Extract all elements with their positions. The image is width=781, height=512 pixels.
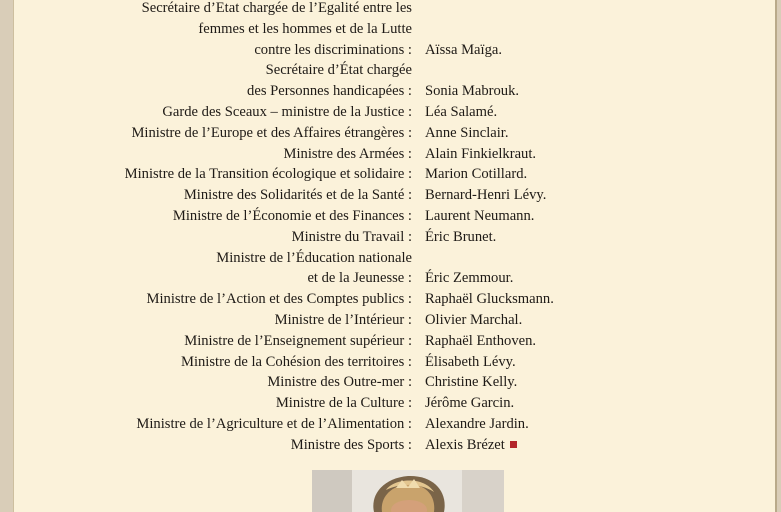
minister-title: Ministre des Sports : bbox=[290, 436, 412, 453]
minister-name bbox=[425, 310, 522, 331]
minister-name-text: Élisabeth Lévy. bbox=[425, 353, 516, 370]
minister-name bbox=[425, 185, 546, 206]
minister-title: Ministre de l’Agriculture et de l’Alimentation : bbox=[136, 416, 412, 432]
minister-title: Garde des Sceaux – ministre de la Justice : bbox=[162, 104, 412, 120]
minister-name-text: Léa Salamé. bbox=[425, 104, 498, 120]
minister-name-text: Marion Cotillard. bbox=[425, 166, 528, 183]
minister-name-text: Aïssa Maïga. bbox=[425, 41, 503, 58]
minister-title: Ministre de la Culture : bbox=[275, 395, 412, 412]
minister-name bbox=[425, 40, 502, 61]
entry-line bbox=[14, 414, 775, 435]
article-page bbox=[13, 0, 777, 512]
minister-name bbox=[425, 164, 527, 185]
minister-title: Ministre de l’Intérieur : bbox=[274, 312, 412, 328]
entry-line bbox=[14, 102, 775, 123]
minister-name-text: Raphaël Glucksmann. bbox=[425, 291, 554, 308]
end-mark-icon bbox=[510, 441, 517, 448]
entry-line bbox=[14, 123, 775, 144]
entry-line bbox=[14, 352, 775, 373]
entry-line bbox=[14, 19, 775, 40]
minister-name bbox=[425, 352, 516, 373]
minister-name bbox=[425, 414, 529, 435]
minister-name-text: Anne Sinclair. bbox=[425, 124, 509, 141]
minister-name bbox=[425, 289, 554, 310]
minister-name bbox=[425, 206, 534, 227]
minister-name-text: Jérôme Garcin. bbox=[425, 395, 515, 412]
minister-title: Ministre de la Cohésion des territoires : bbox=[180, 353, 412, 370]
entry-line bbox=[14, 185, 775, 206]
entry-line bbox=[14, 331, 775, 352]
minister-name-text: Laurent Neumann. bbox=[425, 208, 535, 224]
entry-line bbox=[14, 372, 775, 393]
entry-line bbox=[14, 40, 775, 61]
minister-name-text: Raphaël Enthoven. bbox=[425, 332, 537, 349]
entry-line bbox=[14, 206, 775, 227]
entry-line bbox=[14, 60, 775, 81]
minister-title: femmes et les hommes et de la Lutte bbox=[198, 20, 412, 37]
minister-name bbox=[425, 393, 514, 414]
minister-name-text: Sonia Mabrouk. bbox=[425, 83, 520, 100]
minister-title: Ministre de l’Économie et des Finances : bbox=[172, 208, 412, 224]
minister-name-text: Christine Kelly. bbox=[425, 374, 518, 391]
minister-title: Ministre de l’Europe et des Affaires étrangères : bbox=[131, 124, 412, 141]
minister-name bbox=[425, 81, 519, 102]
portrait-photo-graphic bbox=[312, 470, 504, 512]
minister-name bbox=[425, 268, 513, 289]
minister-name-text: Alexis Brézet bbox=[425, 436, 505, 453]
minister-name bbox=[425, 372, 517, 393]
minister-name bbox=[425, 102, 497, 123]
entry-line bbox=[14, 289, 775, 310]
entry-line bbox=[14, 310, 775, 331]
minister-title: Ministre des Solidarités et de la Santé : bbox=[183, 187, 412, 204]
entry-line bbox=[14, 435, 775, 456]
minister-name-text: Bernard-Henri Lévy. bbox=[425, 187, 547, 204]
entry-line bbox=[14, 248, 775, 269]
minister-title: Ministre de la Transition écologique et solidaire : bbox=[124, 166, 412, 183]
minister-title: Ministre de l’Enseignement supérieur : bbox=[184, 332, 412, 349]
minister-title: Ministre de l’Éducation nationale bbox=[216, 249, 412, 266]
entry-line bbox=[14, 227, 775, 248]
minister-title: Secrétaire d’État chargée bbox=[265, 62, 412, 79]
entry-line bbox=[14, 0, 775, 19]
minister-name-text: Olivier Marchal. bbox=[425, 312, 523, 328]
minister-title: Ministre des Outre-mer : bbox=[267, 374, 412, 391]
minister-name-text: Éric Zemmour. bbox=[425, 270, 514, 287]
minister-title: Ministre de l’Action et des Comptes publics : bbox=[146, 291, 412, 308]
minister-name-text: Alexandre Jardin. bbox=[425, 416, 529, 432]
entry-line bbox=[14, 81, 775, 102]
entry-line bbox=[14, 164, 775, 185]
entry-line bbox=[14, 268, 775, 289]
minister-title: et de la Jeunesse : bbox=[307, 270, 412, 287]
entry-line bbox=[14, 144, 775, 165]
minister-title: des Personnes handicapées : bbox=[247, 83, 412, 100]
minister-name bbox=[425, 331, 536, 352]
minister-title: Ministre du Travail : bbox=[291, 228, 412, 245]
minister-name bbox=[425, 123, 509, 144]
minister-title: contre les discriminations : bbox=[254, 41, 412, 58]
minister-title: Ministre des Armées : bbox=[283, 145, 412, 162]
minister-name-text: Éric Brunet. bbox=[425, 228, 497, 245]
portrait-photo bbox=[312, 470, 504, 512]
minister-name bbox=[425, 227, 496, 248]
entry-line bbox=[14, 393, 775, 414]
minister-title: Secrétaire d’Etat chargée de l’Egalité entre les bbox=[141, 0, 412, 16]
minister-name bbox=[425, 144, 536, 165]
minister-name bbox=[425, 435, 517, 456]
minister-name-text: Alain Finkielkraut. bbox=[425, 145, 537, 162]
